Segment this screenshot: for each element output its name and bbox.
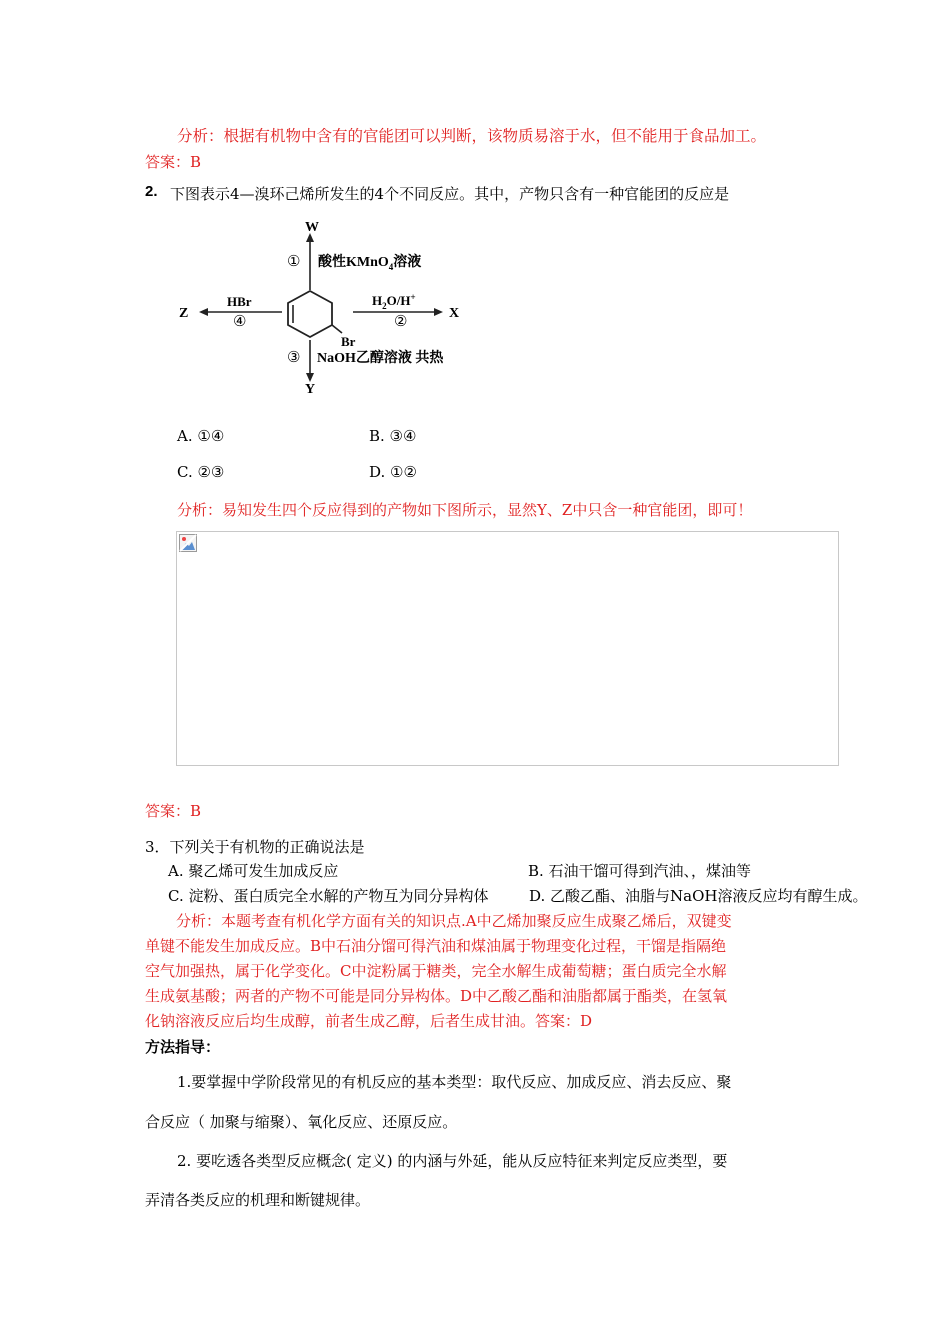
arrow-down-head [306, 373, 314, 382]
method-p1-line1: 1.要掌握中学阶段常见的有机反应的基本类型：取代反应、加成反应、消去反应、聚 [177, 1073, 732, 1091]
circled-1: ① [287, 254, 301, 270]
q3-analysis-line-1: 分析：本题考查有机化学方面有关的知识点.A中乙烯加聚反应生成聚乙烯后，双键变 [176, 912, 732, 930]
cyclohexene-ring [288, 291, 332, 337]
method-p2-line1: 2. 要吃透各类型反应概念( 定义) 的内涵与外延，能从反应特征来判定反应类型，要 [177, 1152, 728, 1170]
reagent-h2o: $H_2O/H^+$ [372, 292, 416, 311]
broken-image-icon [179, 534, 197, 552]
method-p1-line2: 合反应（ 加聚与缩聚）、氧化反应、还原反应。 [145, 1113, 458, 1131]
circled-4: ④ [233, 314, 247, 330]
reagent-kmno4: 酸性KMnO$_4$溶液 [318, 255, 422, 272]
reagent-naoh: NaOH乙醇溶液 共热 [317, 351, 444, 366]
broken-image-placeholder [176, 531, 839, 766]
product-z: Z [179, 306, 189, 321]
q3-analysis-line-4: 生成氨基酸；两者的产物不可能是同分异构体。D中乙酸乙酯和油脂都属于酯类，在氢氧 [145, 987, 728, 1005]
q3-analysis-line-3: 空气加强热，属于化学变化。C中淀粉属于糖类，完全水解生成葡萄糖；蛋白质完全水解 [145, 962, 727, 980]
arrow-right-head [434, 308, 443, 316]
q3-option-c: C. 淀粉、蛋白质完全水解的产物互为同分异构体 [168, 887, 489, 905]
q2-number: 2. [145, 183, 158, 200]
reagent-hbr: HBr [227, 294, 252, 309]
q3-analysis-line-5: 化钠溶液反应后均生成醇，前者生成乙醇，后者生成甘油。答案：D [145, 1012, 593, 1030]
q2-answer: 答案：B [145, 802, 202, 820]
product-w: W [305, 220, 319, 235]
product-y: Y [305, 382, 316, 397]
q3-stem: 3．下列关于有机物的正确说法是 [145, 838, 365, 856]
q1-answer: 答案：B [145, 153, 202, 171]
q2-stem: 下图表示4—溴环己烯所发生的4个不同反应。其中，产物只含有一种官能团的反应是 [170, 185, 730, 203]
arrow-left-head [199, 308, 208, 316]
circled-2: ② [394, 314, 408, 330]
q2-option-d: D. ①② [369, 463, 417, 481]
method-heading: 方法指导： [145, 1038, 221, 1056]
br-bond [332, 325, 342, 333]
q3-option-a: A. 聚乙烯可发生加成反应 [168, 862, 339, 880]
q2-option-c: C. ②③ [177, 463, 225, 481]
q2-analysis: 分析：易知发生四个反应得到的产物如下图所示，显然Y、Z中只含一种官能团，即可！ [177, 501, 753, 519]
q2-option-b: B. ③④ [369, 427, 417, 445]
q3-option-b: B. 石油干馏可得到汽油、，煤油等 [528, 862, 752, 880]
circled-3: ③ [287, 350, 301, 366]
q2-option-a: A. ①④ [177, 427, 225, 445]
product-x: X [449, 306, 460, 321]
reaction-diagram [175, 213, 485, 398]
method-p2-line2: 弄清各类反应的机理和断键规律。 [145, 1191, 371, 1209]
q3-analysis-line-2: 单键不能发生加成反应。B中石油分馏可得汽油和煤油属于物理变化过程，干馏是指隔绝 [145, 937, 727, 955]
substituent-br: Br [341, 334, 356, 349]
q1-analysis: 分析：根据有机物中含有的官能团可以判断，该物质易溶于水，但不能用于食品加工。 [177, 127, 767, 145]
q3-option-d: D. 乙酸乙酯、油脂与NaOH溶液反应均有醇生成。 [529, 887, 868, 905]
